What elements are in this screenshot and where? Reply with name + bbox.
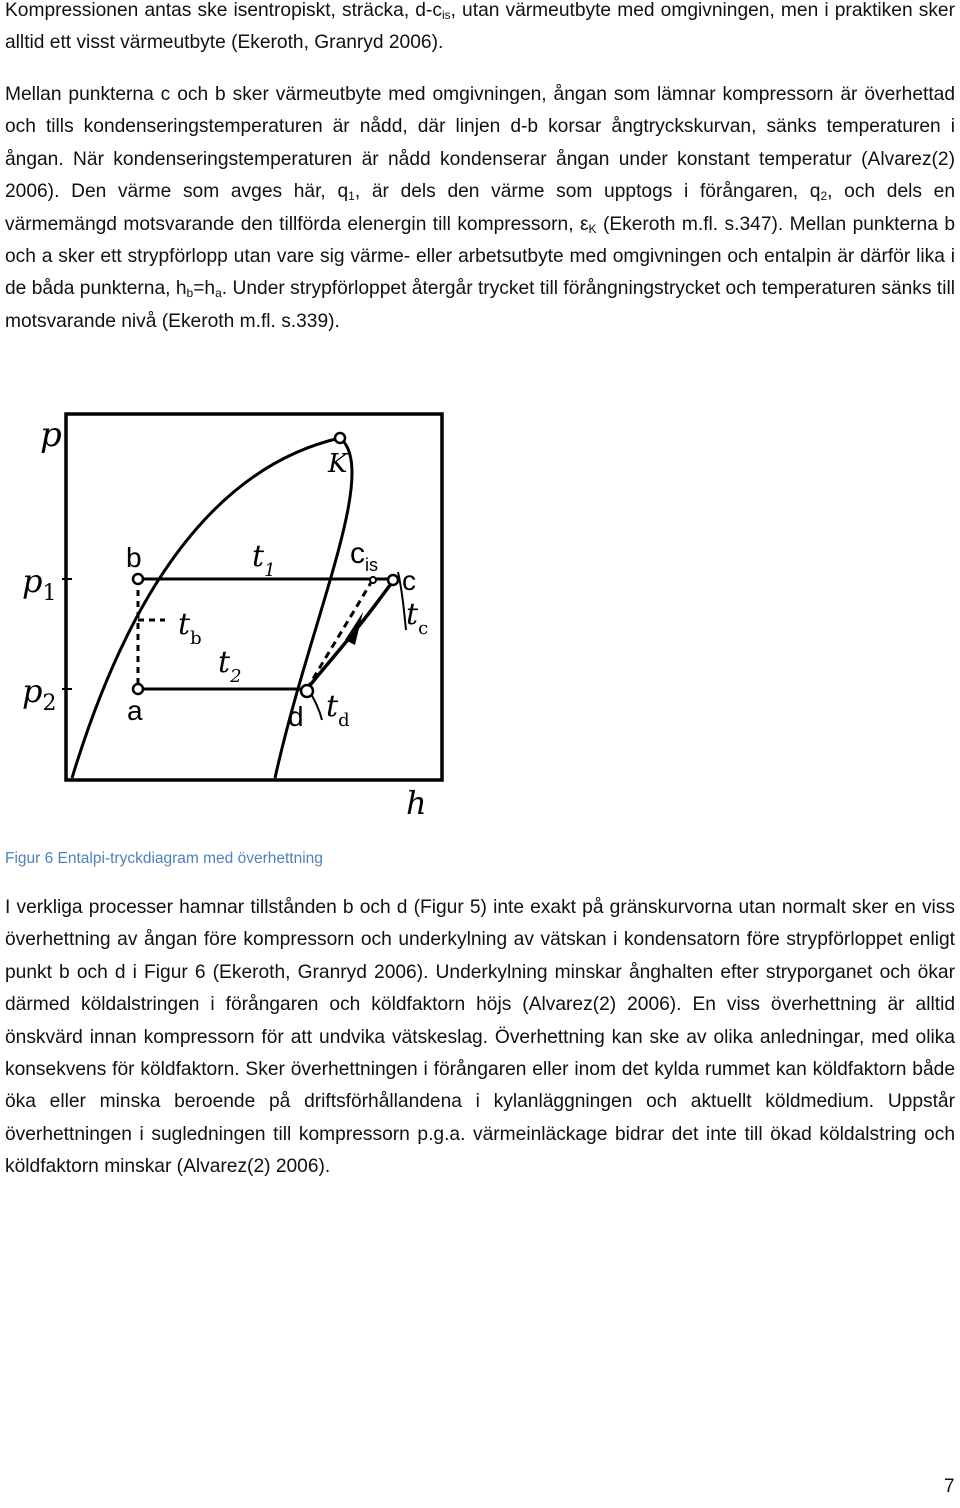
label-d: d <box>288 701 304 732</box>
label-cis: $c_{is}$ <box>350 537 378 575</box>
compression-arrow <box>345 612 363 645</box>
label-tb: $t_b$ <box>178 607 202 649</box>
label-t1: $t_1$ <box>252 539 276 581</box>
isentropic-line <box>307 579 373 689</box>
point-cis <box>370 577 376 583</box>
label-tc: $t_c$ <box>406 597 429 639</box>
label-td: $t_d$ <box>326 689 350 731</box>
point-d <box>301 685 313 697</box>
label-t2: $t_2$ <box>218 645 242 687</box>
saturation-dome <box>72 438 352 778</box>
paragraph-compression: Kompressionen antas ske isentropiskt, sträcka, $d-c_{is}$, utan värmeutbyte med omgivningen, men i praktiken sker alltid ett visst värmeutbyte (Ekeroth, Granryd 2006). <box>5 0 955 54</box>
label-p2: $p_2$ <box>22 672 57 716</box>
label-a: a <box>127 695 143 726</box>
paragraph-heat-exchange: Mellan punkterna c och b sker värmeutbyte med omgivningen, ångan som lämnar kompressorn är överhettad och tills kondenseringstemperaturen är nådd, där linjen d-b korsar ångtryckskurvan, sänks temperaturen i ångan. När kondenseringstemperaturen är nådd kondenserar ångan under konstant temperatur (Alvarez(2) 2006). Den värme som avges här, $q_1$, är dels den värme som upptogs i förångaren, $q_2$, och dels en värmemängd motsvarande den tillförda elenergin till kompressorn, $\varepsilon_K$ (Ekeroth m.fl. s.347). Mellan punkterna b och a sker ett strypförlopp utan vare sig värme- eller arbetsutbyte med omgivningen och entalpin är därför lika i de båda punkterna, $h_b=h_a$. Under strypförloppet återgår trycket till förångningstrycket och temperaturen sänks till motsvarande nivå (Ekeroth m.fl. s.339). <box>5 84 955 332</box>
label-p: p <box>40 415 62 455</box>
point-c <box>388 575 398 585</box>
paragraph-real-processes: I verkliga processer hamnar tillstånden b och d (Figur 5) inte exakt på gränskurvorna utan normalt sker en viss överhettning av ångan före kompressorn och underkylning av vätskan i kondensatorn före strypförloppet enligt punkt b och d i Figur 6 (Ekeroth, Granryd 2006). Underkylning minskar ånghalten efter stryporganet och ökar därmed köldalstringen i förångaren och köldfaktorn höjs (Alvarez(2) 2006). En viss överhettning är alltid önskvärd innan kompressorn för att undvika vätskeslag. Överhettning kan ske av olika anledningar, med olika konsekvens för köldfaktorn. Sker överhettningen i förångaren eller inom det kylda rummet kan köldfaktorn både öka eller minska beroende på driftsförhållandena i kylanläggningen och aktuellt köldmedium. Uppstår överhettningen i sugledningen till kompressorn p.g.a. värmeinläckage bidrar det inte till ökad köldalstring och köldfaktorn minskar (Alvarez(2) 2006). <box>5 897 955 1178</box>
label-h: h <box>406 784 427 822</box>
point-K <box>335 433 345 443</box>
ph-diagram <box>0 392 480 832</box>
point-b <box>133 574 143 584</box>
page-number: 7 <box>944 1476 955 1497</box>
label-b: b <box>126 542 142 573</box>
point-a <box>133 684 143 694</box>
label-K: K <box>328 449 348 479</box>
label-p1: $p_1$ <box>22 562 57 606</box>
figure-caption: Figur 6 Entalpi-tryckdiagram med överhettning <box>5 850 323 867</box>
diagram-frame <box>66 414 442 780</box>
label-c: c <box>402 565 416 596</box>
